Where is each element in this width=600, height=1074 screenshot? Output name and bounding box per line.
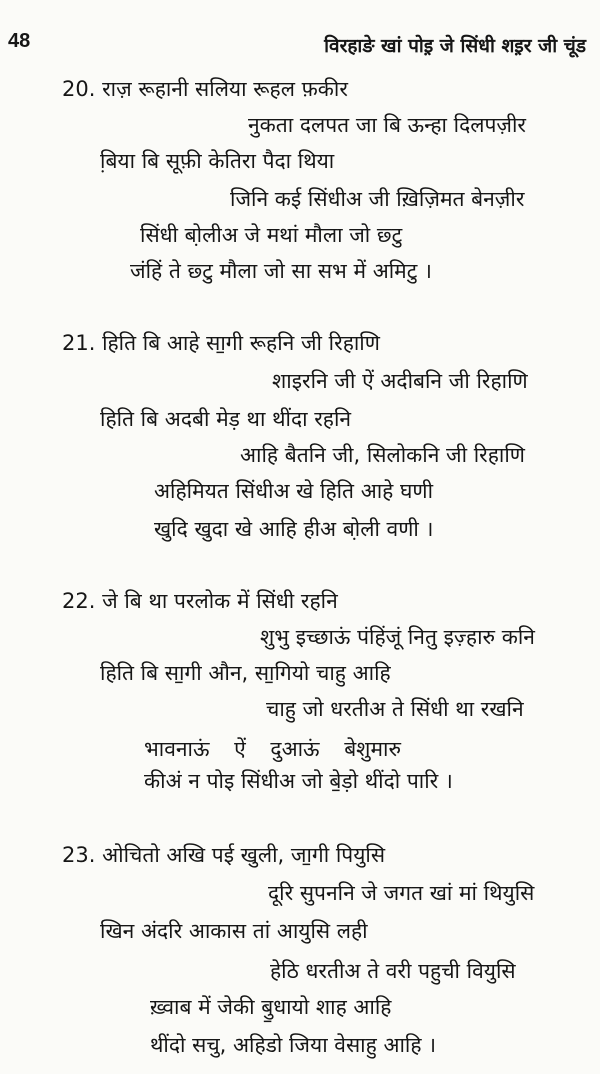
stanza-number: 23. <box>62 843 96 867</box>
poem-line: नुकता दलपत जा बि ऊन्हा दिलपज़ीर <box>248 113 527 137</box>
poem-line: कीअं न पोइ सिंधीअ जो बे॒ड़ो थींदो पारि । <box>144 769 453 793</box>
poem-line: जंहिं ते छ्टु मौला जो सा सभ में अमिटु । <box>130 259 432 283</box>
poem-line: शुभु इच्छाऊं पंहिंजूं नितु इज़्हारु कनि <box>260 625 535 649</box>
poem-line: हेठि धरतीअ ते वरी पहुची वियुसि <box>270 959 516 983</box>
poem-line: जिनि कई सिंधीअ जी ख़िज़िमत बेनज़ीर <box>230 187 525 211</box>
poem-line: थींदो सचु, अहिडो जिया वेसाहु आहि । <box>150 1033 437 1057</box>
poem-line: दूरि सुपननि जे जगत खां मां थियुसि <box>268 881 535 905</box>
poem-line: आहि बैतनि जी, सिलोकनि जी रिहाणि <box>240 443 525 467</box>
poem-line: 20. राज़ रूहानी सलिया रूहल फ़कीर <box>62 77 348 101</box>
page-number: 48 <box>8 30 31 52</box>
poem-line: खिन अंदरि आकास तां आयुसि लही <box>100 919 368 943</box>
stanza-number: 22. <box>62 589 96 613</box>
poem-line: हिति बि अदबी मेड़ था थींदा रहनि <box>100 407 352 431</box>
poem-line: हिति बि सा॒गी औन, सा॒गियो चाहु आहि <box>100 661 391 685</box>
poem-line: बि़या बि सूफ़ी केतिरा पैदा थिया <box>100 149 335 173</box>
poem-line: चाहु जो धरतीअ ते सिंधी था रखनि <box>266 697 524 721</box>
running-header-title: विरहाङे खां पोइ़ जे सिंधी शइ़र जी चूंड <box>324 35 586 57</box>
poem-line: अहिमियत सिंधीअ खे हिति आहे घणी <box>154 479 434 503</box>
poem-line: ख़्वाब में जेकी बु॒धायो शाह आहि <box>150 995 392 1019</box>
stanza-number: 20. <box>62 77 96 101</box>
poem-line: खुदि खुदा खे आहि हीअ बो़ली वणी । <box>154 517 434 541</box>
poem-line: शाइरनि जी ऐं अदीबनि जी रिहाणि <box>272 369 528 393</box>
poem-line: 23. ओचितो अखि पई खुली, जा॒गी पियुसि <box>62 843 386 867</box>
poem-line: 21. हिति बि आहे सा॒गी रूहनि जी रिहाणि <box>62 331 380 355</box>
poem-line: भावनाऊं ऐं दुआऊं बेशुमारु <box>144 737 402 761</box>
stanza-number: 21. <box>62 331 96 355</box>
poem-line: 22. जे बि था परलोक में सिंधी रहनि <box>62 589 338 613</box>
poem-line: सिंधी बो़लीअ जे मथां मौला जो छ्टु <box>140 223 403 247</box>
